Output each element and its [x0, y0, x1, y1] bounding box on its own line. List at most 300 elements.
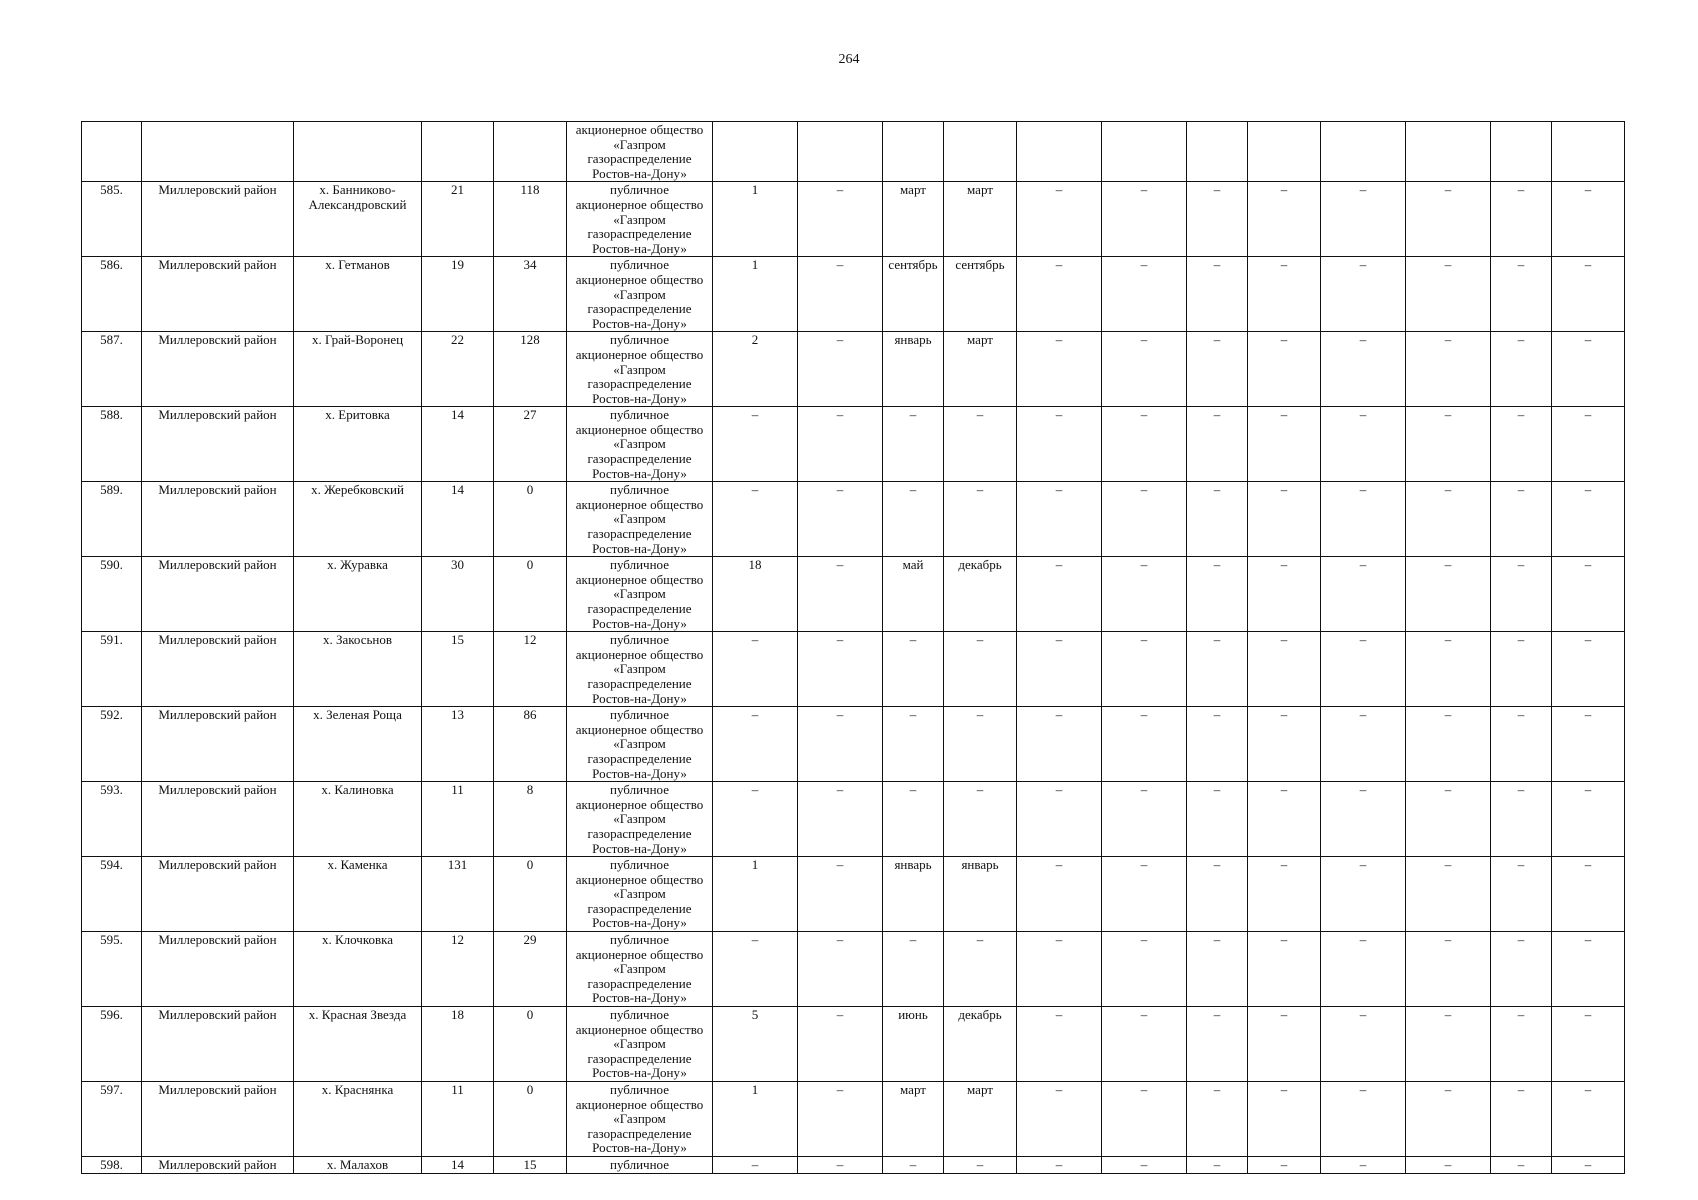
cell-c7: 5 [713, 1007, 798, 1082]
cell-c9: – [883, 482, 944, 557]
cell-dash: – [1552, 1082, 1625, 1157]
org-line: Ростов-на-Дону» [592, 465, 687, 481]
cell-c4: 14 [422, 1156, 494, 1173]
cell-c7: – [713, 707, 798, 782]
cell-c9: июнь [883, 1007, 944, 1082]
cell-dash: – [1017, 1082, 1102, 1157]
cell-dash: – [1406, 632, 1491, 707]
org-line: «Газпром [613, 136, 666, 152]
org-line: акционерное общество [575, 646, 704, 662]
org-line: Ростов-на-Дону» [592, 840, 687, 856]
cell-c9: – [883, 1156, 944, 1173]
cell-district: Миллеровский район [142, 1156, 294, 1173]
cell-dash: – [1321, 782, 1406, 857]
table-row [82, 332, 1625, 407]
cell-dash: – [1321, 257, 1406, 332]
org-line: акционерное общество [575, 122, 704, 137]
org-line: газораспределение [587, 451, 692, 467]
org-line: публичное [610, 707, 669, 723]
cell-dash: – [1491, 932, 1552, 1007]
org-line: публичное [610, 332, 669, 348]
cell-c4: 19 [422, 257, 494, 332]
cell-dash: – [1552, 257, 1625, 332]
table-row [82, 707, 1625, 782]
cell-c10: январь [944, 857, 1017, 932]
cell-dash: – [1187, 932, 1248, 1007]
cell-c8: – [798, 857, 883, 932]
org-line: акционерное общество [575, 1096, 704, 1112]
cell-c7: – [713, 632, 798, 707]
cell-dash: – [1406, 332, 1491, 407]
cell-empty [798, 122, 883, 182]
cell-dash: – [1187, 1156, 1248, 1173]
cell-dash: – [1017, 632, 1102, 707]
cell-c10: март [944, 1082, 1017, 1157]
cell-c10: декабрь [944, 557, 1017, 632]
org-line: газораспределение [587, 151, 692, 167]
cell-c4: 13 [422, 707, 494, 782]
cell-dash: – [1321, 632, 1406, 707]
cell-dash: – [1552, 632, 1625, 707]
cell-empty [1102, 122, 1187, 182]
cell-c10: – [944, 782, 1017, 857]
cell-organization [567, 707, 713, 782]
cell-dash: – [1491, 1082, 1552, 1157]
org-line: публичное [610, 407, 669, 423]
cell-c7: 18 [713, 557, 798, 632]
org-line: газораспределение [587, 376, 692, 392]
org-line: акционерное общество [575, 721, 704, 737]
org-line: «Газпром [613, 886, 666, 902]
cell-c8: – [798, 332, 883, 407]
cell-settlement: х. Красная Звезда [294, 1007, 422, 1082]
org-line: газораспределение [587, 1050, 692, 1066]
cell-settlement: х. Краснянка [294, 1082, 422, 1157]
org-line: Ростов-на-Дону» [592, 615, 687, 631]
org-line: Ростов-на-Дону» [592, 915, 687, 931]
cell-organization [567, 407, 713, 482]
cell-dash: – [1491, 182, 1552, 257]
cell-c5: 0 [494, 857, 567, 932]
cell-c4: 14 [422, 407, 494, 482]
cell-c9: март [883, 1082, 944, 1157]
cell-settlement: х. Журавка [294, 557, 422, 632]
cell-num: 586. [82, 257, 142, 332]
cell-c9: – [883, 932, 944, 1007]
org-line: публичное [610, 557, 669, 573]
cell-dash: – [1406, 1007, 1491, 1082]
org-line: «Газпром [613, 1111, 666, 1127]
cell-dash: – [1552, 332, 1625, 407]
cell-settlement: х. Жеребковский [294, 482, 422, 557]
cell-c7: – [713, 932, 798, 1007]
cell-num: 589. [82, 482, 142, 557]
cell-dash: – [1552, 1156, 1625, 1173]
cell-dash: – [1406, 857, 1491, 932]
cell-organization [567, 632, 713, 707]
cell-num: 587. [82, 332, 142, 407]
org-line: Ростов-на-Дону» [592, 165, 687, 181]
cell-dash: – [1248, 632, 1321, 707]
cell-settlement: х. Калиновка [294, 782, 422, 857]
cell-c10: – [944, 707, 1017, 782]
cell-c4: 18 [422, 1007, 494, 1082]
org-line: публичное [610, 182, 669, 198]
org-line: «Газпром [613, 1036, 666, 1052]
cell-organization [567, 932, 713, 1007]
cell-empty [1187, 122, 1248, 182]
cell-c4: 22 [422, 332, 494, 407]
cell-c4: 131 [422, 857, 494, 932]
cell-c9: – [883, 632, 944, 707]
cell-c4: 11 [422, 782, 494, 857]
cell-c5: 0 [494, 1082, 567, 1157]
cell-dash: – [1552, 557, 1625, 632]
cell-district: Миллеровский район [142, 1082, 294, 1157]
org-line: «Газпром [613, 361, 666, 377]
cell-c9: март [883, 182, 944, 257]
cell-dash: – [1017, 332, 1102, 407]
cell-c8: – [798, 1082, 883, 1157]
cell-district: Миллеровский район [142, 557, 294, 632]
cell-district: Миллеровский район [142, 1007, 294, 1082]
org-line: газораспределение [587, 1125, 692, 1141]
cell-district: Миллеровский район [142, 857, 294, 932]
cell-c5: 34 [494, 257, 567, 332]
cell-dash: – [1187, 557, 1248, 632]
cell-c8: – [798, 932, 883, 1007]
cell-num: 593. [82, 782, 142, 857]
org-line: публичное [610, 782, 669, 798]
cell-dash: – [1248, 857, 1321, 932]
cell-dash: – [1552, 482, 1625, 557]
cell-empty [713, 122, 798, 182]
table-row [82, 1082, 1625, 1157]
cell-dash: – [1552, 932, 1625, 1007]
cell-settlement: х. Каменка [294, 857, 422, 932]
cell-dash: – [1017, 407, 1102, 482]
org-line: газораспределение [587, 226, 692, 242]
cell-dash: – [1321, 857, 1406, 932]
cell-dash: – [1187, 632, 1248, 707]
cell-dash: – [1187, 482, 1248, 557]
cell-dash: – [1248, 182, 1321, 257]
org-line: Ростов-на-Дону» [592, 540, 687, 556]
org-line: публичное [610, 1082, 669, 1097]
cell-settlement: х. Закосьнов [294, 632, 422, 707]
cell-c5: 0 [494, 557, 567, 632]
cell-dash: – [1248, 407, 1321, 482]
cell-c5: 128 [494, 332, 567, 407]
cell-dash: – [1321, 182, 1406, 257]
cell-organization [567, 332, 713, 407]
org-line: акционерное общество [575, 796, 704, 812]
cell-c4: 21 [422, 182, 494, 257]
cell-c10: сентябрь [944, 257, 1017, 332]
cell-organization [567, 122, 713, 182]
org-line: акционерное общество [575, 571, 704, 587]
cell-dash: – [1102, 182, 1187, 257]
cell-c10: – [944, 932, 1017, 1007]
cell-dash: – [1491, 1007, 1552, 1082]
cell-c10: март [944, 182, 1017, 257]
cell-district: Миллеровский район [142, 782, 294, 857]
cell-dash: – [1102, 1007, 1187, 1082]
cell-c4: 12 [422, 932, 494, 1007]
cell-dash: – [1102, 407, 1187, 482]
cell-district: Миллеровский район [142, 707, 294, 782]
cell-c7: 1 [713, 257, 798, 332]
org-line: публичное [610, 1007, 669, 1023]
cell-dash: – [1102, 707, 1187, 782]
cell-dash: – [1102, 782, 1187, 857]
cell-c5: 0 [494, 482, 567, 557]
cell-c8: – [798, 707, 883, 782]
cell-district [142, 122, 294, 182]
cell-num: 595. [82, 932, 142, 1007]
cell-dash: – [1491, 857, 1552, 932]
org-line: газораспределение [587, 750, 692, 766]
cell-dash: – [1248, 782, 1321, 857]
cell-c8: – [798, 632, 883, 707]
cell-district: Миллеровский район [142, 482, 294, 557]
cell-dash: – [1102, 557, 1187, 632]
cell-dash: – [1321, 482, 1406, 557]
org-line: «Газпром [613, 586, 666, 602]
cell-num: 590. [82, 557, 142, 632]
cell-c5: 86 [494, 707, 567, 782]
cell-dash: – [1406, 482, 1491, 557]
cell-c5: 8 [494, 782, 567, 857]
cell-settlement: х. Грай-Воронец [294, 332, 422, 407]
org-line: Ростов-на-Дону» [592, 1140, 687, 1156]
org-line: газораспределение [587, 975, 692, 991]
cell-c4: 15 [422, 632, 494, 707]
org-line: Ростов-на-Дону» [592, 390, 687, 406]
cell-empty [1491, 122, 1552, 182]
cell-dash: – [1017, 932, 1102, 1007]
cell-settlement: х. Малахов [294, 1156, 422, 1173]
cell-dash: – [1017, 557, 1102, 632]
cell-c4: 14 [422, 482, 494, 557]
cell-dash: – [1102, 332, 1187, 407]
cell-c7: – [713, 782, 798, 857]
cell-dash: – [1491, 407, 1552, 482]
cell-c7: 1 [713, 1082, 798, 1157]
cell-c8: – [798, 482, 883, 557]
cell-c9: май [883, 557, 944, 632]
cell-c10: март [944, 332, 1017, 407]
cell-dash: – [1248, 1007, 1321, 1082]
cell-dash: – [1102, 1082, 1187, 1157]
cell-dash: – [1017, 707, 1102, 782]
org-line: «Газпром [613, 661, 666, 677]
org-line: Ростов-на-Дону» [592, 315, 687, 331]
cell-c9: – [883, 707, 944, 782]
cell-c7: – [713, 1156, 798, 1173]
cell-settlement: х. Банниково-Александровский [294, 182, 422, 257]
org-line: акционерное общество [575, 871, 704, 887]
cell-c5: 15 [494, 1156, 567, 1173]
org-line: акционерное общество [575, 1021, 704, 1037]
cell-c7: 1 [713, 857, 798, 932]
org-line: Ростов-на-Дону» [592, 1065, 687, 1081]
org-line: «Газпром [613, 286, 666, 302]
cell-c5: 0 [494, 1007, 567, 1082]
cell-dash: – [1248, 1082, 1321, 1157]
cell-dash: – [1187, 782, 1248, 857]
cell-dash: – [1321, 407, 1406, 482]
org-line: публичное [610, 932, 669, 948]
cell-district: Миллеровский район [142, 182, 294, 257]
cell-dash: – [1406, 182, 1491, 257]
cell-district: Миллеровский район [142, 257, 294, 332]
cell-c10: – [944, 482, 1017, 557]
page-number: 264 [838, 52, 860, 67]
cell-num: 592. [82, 707, 142, 782]
cell-empty [1248, 122, 1321, 182]
cell-empty [1406, 122, 1491, 182]
settlements-table [81, 121, 1625, 1174]
cell-dash: – [1187, 857, 1248, 932]
org-line: акционерное общество [575, 421, 704, 437]
org-line: газораспределение [587, 526, 692, 542]
cell-dash: – [1491, 332, 1552, 407]
cell-num: 597. [82, 1082, 142, 1157]
cell-dash: – [1102, 857, 1187, 932]
cell-district: Миллеровский район [142, 407, 294, 482]
cell-district: Миллеровский район [142, 932, 294, 1007]
cell-dash: – [1321, 1007, 1406, 1082]
table-row [82, 482, 1625, 557]
cell-organization [567, 257, 713, 332]
org-line: публичное [610, 857, 669, 873]
cell-dash: – [1017, 1007, 1102, 1082]
cell-dash: – [1321, 707, 1406, 782]
cell-dash: – [1321, 1082, 1406, 1157]
cell-dash: – [1248, 557, 1321, 632]
cell-c10: – [944, 1156, 1017, 1173]
org-line: публичное [610, 482, 669, 498]
cell-c8: – [798, 782, 883, 857]
cell-c4 [422, 122, 494, 182]
cell-c7: 2 [713, 332, 798, 407]
cell-organization [567, 1007, 713, 1082]
org-line: Ростов-на-Дону» [592, 690, 687, 706]
cell-dash: – [1017, 182, 1102, 257]
cell-empty [944, 122, 1017, 182]
cell-organization [567, 557, 713, 632]
cell-district: Миллеровский район [142, 632, 294, 707]
cell-c5: 118 [494, 182, 567, 257]
cell-dash: – [1321, 557, 1406, 632]
cell-c8: – [798, 1156, 883, 1173]
cell-dash: – [1491, 557, 1552, 632]
cell-c8: – [798, 182, 883, 257]
cell-num: 591. [82, 632, 142, 707]
cell-c8: – [798, 407, 883, 482]
cell-organization [567, 857, 713, 932]
cell-num: 598. [82, 1156, 142, 1173]
table-row [82, 932, 1625, 1007]
cell-num: 588. [82, 407, 142, 482]
org-line: акционерное общество [575, 496, 704, 512]
cell-dash: – [1248, 932, 1321, 1007]
cell-num [82, 122, 142, 182]
cell-c4: 30 [422, 557, 494, 632]
cell-c7: 1 [713, 182, 798, 257]
cell-dash: – [1406, 932, 1491, 1007]
cell-dash: – [1552, 182, 1625, 257]
cell-district: Миллеровский район [142, 332, 294, 407]
org-line: акционерное общество [575, 271, 704, 287]
cell-c7: – [713, 407, 798, 482]
cell-empty [883, 122, 944, 182]
cell-dash: – [1552, 782, 1625, 857]
cell-c8: – [798, 557, 883, 632]
cell-c9: январь [883, 857, 944, 932]
cell-c4: 11 [422, 1082, 494, 1157]
cell-dash: – [1321, 332, 1406, 407]
cell-num: 594. [82, 857, 142, 932]
cell-dash: – [1187, 257, 1248, 332]
cell-dash: – [1491, 257, 1552, 332]
cell-c9: – [883, 782, 944, 857]
table-row [82, 407, 1625, 482]
cell-empty [1017, 122, 1102, 182]
cell-dash: – [1406, 707, 1491, 782]
table-row [82, 782, 1625, 857]
cell-dash: – [1102, 482, 1187, 557]
cell-settlement: х. Зеленая Роща [294, 707, 422, 782]
cell-c9: сентябрь [883, 257, 944, 332]
cell-settlement: х. Клочковка [294, 932, 422, 1007]
org-line: Ростов-на-Дону» [592, 240, 687, 256]
cell-dash: – [1491, 707, 1552, 782]
cell-dash: – [1017, 257, 1102, 332]
cell-dash: – [1406, 782, 1491, 857]
cell-c10: – [944, 407, 1017, 482]
cell-dash: – [1321, 1156, 1406, 1173]
org-line: Ростов-на-Дону» [592, 765, 687, 781]
cell-dash: – [1248, 257, 1321, 332]
cell-c5 [494, 122, 567, 182]
cell-dash: – [1406, 557, 1491, 632]
cell-settlement: х. Еритовка [294, 407, 422, 482]
cell-organization [567, 1082, 713, 1157]
cell-dash: – [1187, 1007, 1248, 1082]
cell-c8: – [798, 257, 883, 332]
org-line: публичное [610, 257, 669, 273]
org-line: акционерное общество [575, 196, 704, 212]
cell-dash: – [1102, 257, 1187, 332]
cell-c10: декабрь [944, 1007, 1017, 1082]
cell-dash: – [1187, 407, 1248, 482]
table-row [82, 1156, 1625, 1173]
cell-num: 585. [82, 182, 142, 257]
cell-c7: – [713, 482, 798, 557]
org-line: газораспределение [587, 301, 692, 317]
cell-dash: – [1248, 707, 1321, 782]
table-row [82, 257, 1625, 332]
cell-dash: – [1552, 407, 1625, 482]
cell-dash: – [1248, 332, 1321, 407]
cell-dash: – [1491, 632, 1552, 707]
cell-empty [1552, 122, 1625, 182]
org-line: акционерное общество [575, 946, 704, 962]
cell-dash: – [1187, 332, 1248, 407]
table-row [82, 857, 1625, 932]
